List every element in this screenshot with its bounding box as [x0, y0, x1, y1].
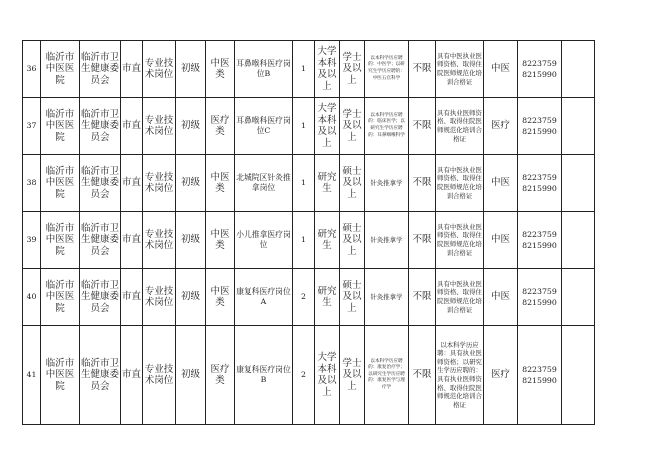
exam-subject-cell: 中医	[484, 41, 518, 98]
post-category-cell: 中医类	[206, 41, 235, 98]
recruiting-unit-cell: 临沂市中医医院	[41, 326, 80, 425]
remarks-cell	[562, 98, 595, 155]
recruit-count-cell: 1	[293, 212, 315, 269]
other-requirement-cell: 具有中医执业医师资格、取得住院医师规范化培训合格证	[436, 269, 484, 326]
recruitment-table	[22, 40, 595, 425]
degree-requirement-cell: 学士及以上	[340, 98, 365, 155]
post-category-cell: 中医类	[206, 155, 235, 212]
degree-requirement-cell: 硕士及以上	[340, 269, 365, 326]
other-requirement-cell: 具有中医执业医师资格、取得住院医师规范化培训合格证	[436, 212, 484, 269]
contact-phone-cell: 8223759 8215990	[518, 269, 562, 326]
contact-phone-cell: 8223759 8215990	[518, 41, 562, 98]
post-grade-cell: 初级	[176, 41, 206, 98]
administrative-level-cell: 市直	[121, 155, 143, 212]
post-name-cell: 北城院区针灸推拿岗位	[235, 155, 293, 212]
post-name-cell: 耳鼻喉科医疗岗位C	[235, 98, 293, 155]
row-number-cell: 37	[23, 98, 41, 155]
contact-phone-cell: 8223759 8215990	[518, 326, 562, 425]
post-name-cell: 康复科医疗岗位B	[235, 326, 293, 425]
table-row	[23, 212, 595, 269]
recruit-count-cell: 2	[293, 269, 315, 326]
recruiting-unit-cell: 临沂市中医医院	[41, 269, 80, 326]
recruit-count-cell: 1	[293, 155, 315, 212]
table-row	[23, 41, 595, 98]
remarks-cell	[562, 41, 595, 98]
post-type-cell: 专业技术岗位	[143, 212, 176, 269]
recruiting-unit-cell: 临沂市中医医院	[41, 41, 80, 98]
recruiting-unit-cell: 临沂市中医医院	[41, 155, 80, 212]
exam-subject-cell: 中医	[484, 212, 518, 269]
administrative-level-cell: 市直	[121, 98, 143, 155]
major-requirement-cell: 针灸推拿学	[365, 269, 409, 326]
post-name-cell: 康复科医疗岗位A	[235, 269, 293, 326]
remarks-cell	[562, 155, 595, 212]
competent-department-cell: 临沂市卫生健康委员会	[80, 155, 121, 212]
major-requirement-cell: 针灸推拿学	[365, 212, 409, 269]
table-row	[23, 269, 595, 326]
contact-phone-cell: 8223759 8215990	[518, 155, 562, 212]
degree-requirement-cell: 学士及以上	[340, 326, 365, 425]
table-row	[23, 326, 595, 425]
table-body	[23, 41, 595, 425]
recruit-count-cell: 2	[293, 326, 315, 425]
post-grade-cell: 初级	[176, 98, 206, 155]
row-number-cell: 36	[23, 41, 41, 98]
competent-department-cell: 临沂市卫生健康委员会	[80, 41, 121, 98]
experience-requirement-cell: 不限	[409, 269, 436, 326]
row-number-cell: 40	[23, 269, 41, 326]
post-grade-cell: 初级	[176, 269, 206, 326]
degree-requirement-cell: 学士及以上	[340, 41, 365, 98]
post-category-cell: 医疗类	[206, 326, 235, 425]
other-requirement-cell: 以本科学历应聘：具有执业医师资格；以研究生学历应聘的：具有执业医师资格、取得住院医师规范化培训合格证	[436, 326, 484, 425]
competent-department-cell: 临沂市卫生健康委员会	[80, 212, 121, 269]
administrative-level-cell: 市直	[121, 326, 143, 425]
row-number-cell: 39	[23, 212, 41, 269]
post-name-cell: 小儿推拿医疗岗位	[235, 212, 293, 269]
major-requirement-cell: 以本科学历应聘的：临床医学；以研究生学历应聘的：耳鼻咽喉科学	[365, 98, 409, 155]
recruiting-unit-cell: 临沂市中医医院	[41, 98, 80, 155]
degree-requirement-cell: 硕士及以上	[340, 212, 365, 269]
competent-department-cell: 临沂市卫生健康委员会	[80, 269, 121, 326]
remarks-cell	[562, 326, 595, 425]
contact-phone-cell: 8223759 8215990	[518, 212, 562, 269]
table-row	[23, 98, 595, 155]
post-type-cell: 专业技术岗位	[143, 155, 176, 212]
degree-requirement-cell: 硕士及以上	[340, 155, 365, 212]
post-grade-cell: 初级	[176, 326, 206, 425]
administrative-level-cell: 市直	[121, 41, 143, 98]
post-type-cell: 专业技术岗位	[143, 41, 176, 98]
major-requirement-cell: 以本科学历应聘的：中医学；以研究生学历应聘的：中医五官科学	[365, 41, 409, 98]
education-requirement-cell: 大学本科及以上	[315, 98, 340, 155]
exam-subject-cell: 中医	[484, 155, 518, 212]
post-type-cell: 专业技术岗位	[143, 98, 176, 155]
post-grade-cell: 初级	[176, 212, 206, 269]
other-requirement-cell: 具有中医执业医师资格、取得住院医师规范化培训合格证	[436, 155, 484, 212]
post-grade-cell: 初级	[176, 155, 206, 212]
education-requirement-cell: 研究生	[315, 212, 340, 269]
remarks-cell	[562, 212, 595, 269]
experience-requirement-cell: 不限	[409, 326, 436, 425]
post-name-cell: 耳鼻喉科医疗岗位B	[235, 41, 293, 98]
exam-subject-cell: 中医	[484, 269, 518, 326]
experience-requirement-cell: 不限	[409, 212, 436, 269]
experience-requirement-cell: 不限	[409, 155, 436, 212]
other-requirement-cell: 具有中医执业医师资格、取得住院医师规范化培训合格证	[436, 41, 484, 98]
education-requirement-cell: 大学本科及以上	[315, 41, 340, 98]
post-type-cell: 专业技术岗位	[143, 269, 176, 326]
table-row	[23, 155, 595, 212]
other-requirement-cell: 具有执业医师资格、取得住院医师规范化培训合格证	[436, 98, 484, 155]
experience-requirement-cell: 不限	[409, 98, 436, 155]
row-number-cell: 41	[23, 326, 41, 425]
exam-subject-cell: 医疗	[484, 98, 518, 155]
post-category-cell: 中医类	[206, 269, 235, 326]
education-requirement-cell: 大学本科及以上	[315, 326, 340, 425]
contact-phone-cell: 8223759 8215990	[518, 98, 562, 155]
experience-requirement-cell: 不限	[409, 41, 436, 98]
post-type-cell: 专业技术岗位	[143, 326, 176, 425]
post-category-cell: 中医类	[206, 212, 235, 269]
education-requirement-cell: 研究生	[315, 269, 340, 326]
recruiting-unit-cell: 临沂市中医医院	[41, 212, 80, 269]
competent-department-cell: 临沂市卫生健康委员会	[80, 326, 121, 425]
recruit-count-cell: 1	[293, 41, 315, 98]
row-number-cell: 38	[23, 155, 41, 212]
major-requirement-cell: 以本科学历应聘的：康复治疗学；以研究生学历应聘的：康复医学与理疗学	[365, 326, 409, 425]
competent-department-cell: 临沂市卫生健康委员会	[80, 98, 121, 155]
administrative-level-cell: 市直	[121, 212, 143, 269]
recruitment-table-page	[22, 40, 594, 425]
remarks-cell	[562, 269, 595, 326]
post-category-cell: 医疗类	[206, 98, 235, 155]
recruit-count-cell: 1	[293, 98, 315, 155]
education-requirement-cell: 研究生	[315, 155, 340, 212]
major-requirement-cell: 针灸推拿学	[365, 155, 409, 212]
administrative-level-cell: 市直	[121, 269, 143, 326]
exam-subject-cell: 医疗	[484, 326, 518, 425]
